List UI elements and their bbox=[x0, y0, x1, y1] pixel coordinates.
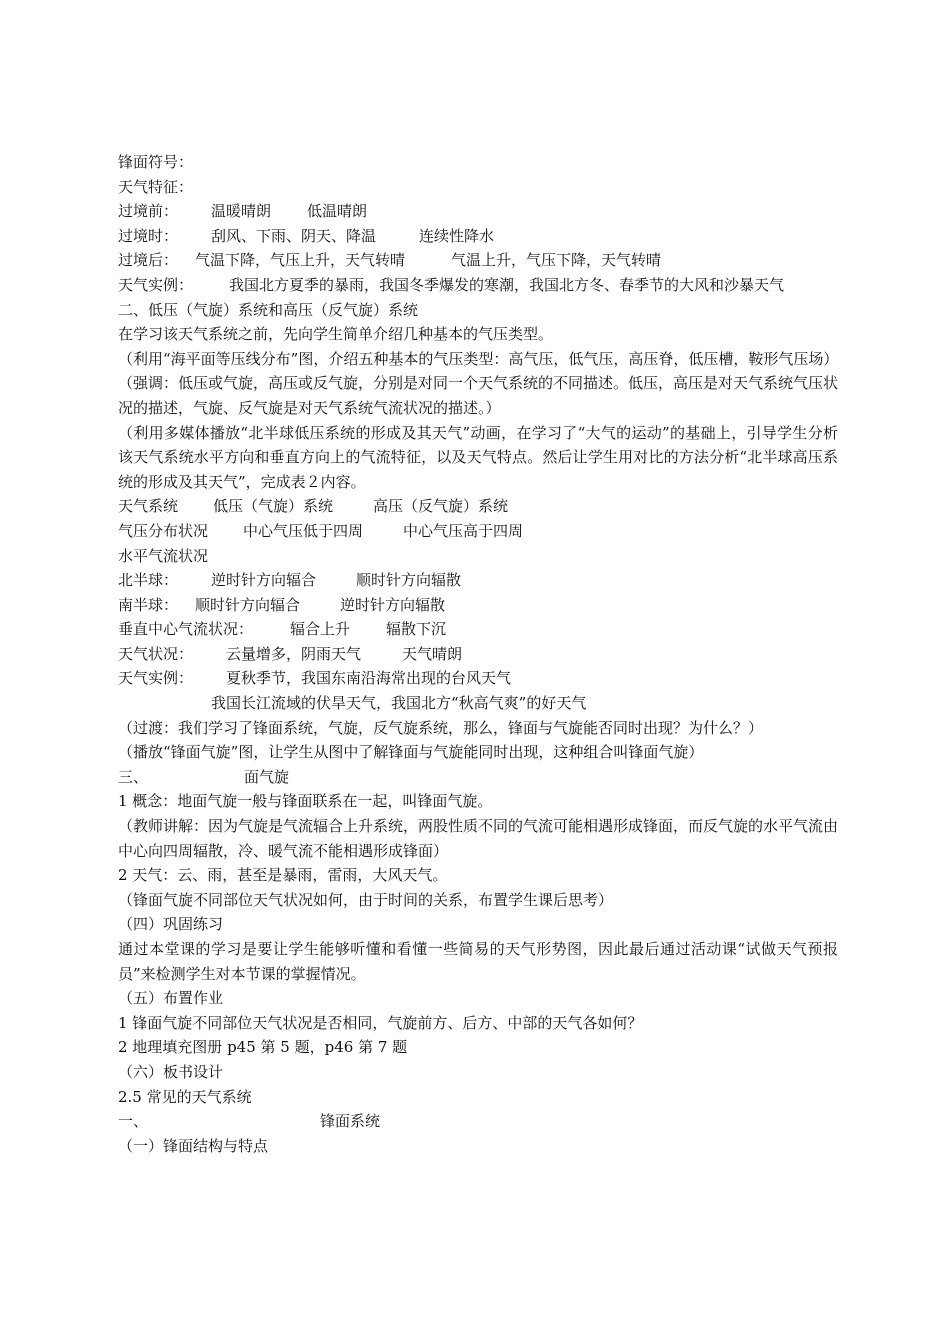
text: 气温下降，气压上升，天气转晴 bbox=[195, 251, 406, 270]
text: （四）巩固练习 bbox=[118, 915, 224, 934]
text: 二、低压（气旋）系统和高压（反气旋）系统 bbox=[118, 300, 419, 319]
text: 1 概念：地面气旋一般与锋面联系在一起，叫锋面气旋。 bbox=[118, 792, 493, 811]
table-row bbox=[118, 544, 838, 569]
text: （锋面气旋不同部位天气状况如何，由于时间的关系，布置学生课后思考） bbox=[118, 890, 614, 909]
text-line bbox=[118, 248, 838, 273]
text: 逆时针方向辐合 bbox=[211, 571, 317, 590]
text: 辐合上升 bbox=[290, 620, 351, 639]
text: 一、 bbox=[118, 1112, 149, 1131]
text: 面气旋 bbox=[244, 767, 290, 786]
text: （六）板书设计 bbox=[118, 1062, 224, 1081]
text: 气压分布状况 bbox=[118, 521, 209, 540]
text: 南半球： bbox=[118, 595, 179, 614]
text: 天气特征： bbox=[118, 177, 194, 196]
text: 天气系统 bbox=[118, 497, 179, 516]
text: 高压（反气旋）系统 bbox=[373, 497, 509, 516]
text-line bbox=[118, 322, 838, 347]
text: 夏秋季节，我国东南沿海常出现的台风天气 bbox=[226, 669, 512, 688]
document-body bbox=[118, 150, 838, 1158]
text: 过境时： bbox=[118, 226, 179, 245]
text-line bbox=[118, 175, 838, 200]
text: 天气实例： bbox=[118, 275, 194, 294]
text: 天气实例： bbox=[118, 669, 194, 688]
table-row bbox=[118, 593, 838, 618]
text: 连续性降水 bbox=[419, 226, 495, 245]
text: 顺时针方向辐合 bbox=[195, 595, 301, 614]
text: 天气状况： bbox=[118, 644, 194, 663]
text: 锋面系统 bbox=[320, 1112, 381, 1131]
text-line bbox=[118, 789, 838, 814]
text: （五）布置作业 bbox=[118, 989, 224, 1008]
text: 水平气流状况 bbox=[118, 546, 209, 565]
section-heading bbox=[118, 1060, 838, 1085]
text-line bbox=[118, 863, 838, 888]
text: 1 锋面气旋不同部位天气状况是否相同，气旋前方、后方、中部的天气各如何？ bbox=[118, 1013, 643, 1032]
table-row bbox=[118, 568, 838, 593]
table-row bbox=[118, 691, 838, 716]
board-title bbox=[118, 1085, 838, 1110]
text: 温暖晴朗 bbox=[211, 202, 272, 221]
section-heading bbox=[118, 1109, 838, 1134]
text: 北半球： bbox=[118, 571, 179, 590]
text-line bbox=[118, 1035, 838, 1060]
text-line bbox=[118, 273, 838, 298]
text-line bbox=[118, 224, 838, 249]
text: 过境前： bbox=[118, 202, 179, 221]
text: （一）锋面结构与特点 bbox=[118, 1136, 269, 1155]
text: 在学习该天气系统之前，先向学生简单介绍几种基本的气压类型。 bbox=[118, 325, 554, 344]
text-line bbox=[118, 888, 838, 913]
paragraph: 通过本堂课的学习是要让学生能够听懂和看懂一些简易的天气形势图，因此最后通过活动课“试做天气预报员”来检测学生对本节课的掌握情况。 bbox=[118, 940, 838, 983]
section-heading bbox=[118, 912, 838, 937]
text-line bbox=[118, 716, 838, 741]
table-row bbox=[118, 519, 838, 544]
text-line bbox=[118, 740, 838, 765]
text-line bbox=[118, 199, 838, 224]
text: 中心气压高于四周 bbox=[403, 521, 524, 540]
text: 垂直中心气流状况： bbox=[118, 620, 254, 639]
table-row bbox=[118, 617, 838, 642]
text: 我国北方夏季的暴雨，我国冬季爆发的寒潮，我国北方冬、春季节的大风和沙暴天气 bbox=[229, 275, 785, 294]
text: 2 天气：云、雨，甚至是暴雨，雷雨，大风天气。 bbox=[118, 866, 448, 885]
text: 刮风、下雨、阴天、降温 bbox=[211, 226, 377, 245]
text-line bbox=[118, 150, 838, 175]
text: 过境后： bbox=[118, 251, 179, 270]
text: 2 地理填充图册 p45 第 5 题，p46 第 7 题 bbox=[118, 1038, 408, 1057]
section-heading bbox=[118, 298, 838, 323]
text: 锋面符号： bbox=[118, 153, 194, 171]
paragraph: （利用多媒体播放“北半球低压系统的形成及其天气”动画，在学习了“大气的运动”的基础上，引导学生分析该天气系统水平方向和垂直方向上的气流特征，以及天气特点。然后让学生用对比的方法分析“北半球高压系统的形成及其天气”，完成表２内容。 bbox=[118, 423, 838, 491]
table-row bbox=[118, 666, 838, 691]
text: 低温晴朗 bbox=[307, 202, 368, 221]
table-header-row bbox=[118, 494, 838, 519]
text: 三、 bbox=[118, 767, 149, 786]
paragraph: （教师讲解：因为气旋是气流辐合上升系统，两股性质不同的气流可能相遇形成锋面，而反气旋的水平气流由中心向四周辐散，冷、暖气流不能相遇形成锋面） bbox=[118, 817, 839, 860]
text: 2.5 常见的天气系统 bbox=[118, 1087, 252, 1106]
text: 辐散下沉 bbox=[386, 620, 447, 639]
text: 我国长江流域的伏旱天气，我国北方“秋高气爽”的好天气 bbox=[211, 694, 587, 713]
section-heading bbox=[118, 765, 838, 790]
paragraph: （强调：低压或气旋，高压或反气旋，分别是对同一个天气系统的不同描述。低压，高压是对天气系统气压状况的描述，气旋、反气旋是对天气系统气流状况的描述。） bbox=[118, 374, 839, 417]
text: 低压（气旋）系统 bbox=[213, 497, 334, 516]
text: 云量增多，阴雨天气 bbox=[226, 644, 362, 663]
text: 中心气压低于四周 bbox=[243, 521, 364, 540]
section-heading bbox=[118, 986, 838, 1011]
text: 顺时针方向辐散 bbox=[356, 571, 462, 590]
text-line bbox=[118, 1011, 838, 1036]
table-row bbox=[118, 642, 838, 667]
text: 逆时针方向辐散 bbox=[340, 595, 446, 614]
text: 天气晴朗 bbox=[402, 644, 463, 663]
section-heading bbox=[118, 1134, 838, 1159]
paragraph: （利用“海平面等压线分布”图，介绍五种基本的气压类型：高气压，低气压，高压脊，低压槽，鞍形气压场） bbox=[118, 349, 839, 368]
text: 气温上升，气压下降，天气转晴 bbox=[451, 251, 662, 270]
text: （播放“锋面气旋”图，让学生从图中了解锋面与气旋能同时出现，这种组合叫锋面气旋） bbox=[118, 743, 704, 762]
text: （过渡：我们学习了锋面系统，气旋，反气旋系统，那么，锋面与气旋能否同时出现？为什么？） bbox=[118, 718, 764, 737]
